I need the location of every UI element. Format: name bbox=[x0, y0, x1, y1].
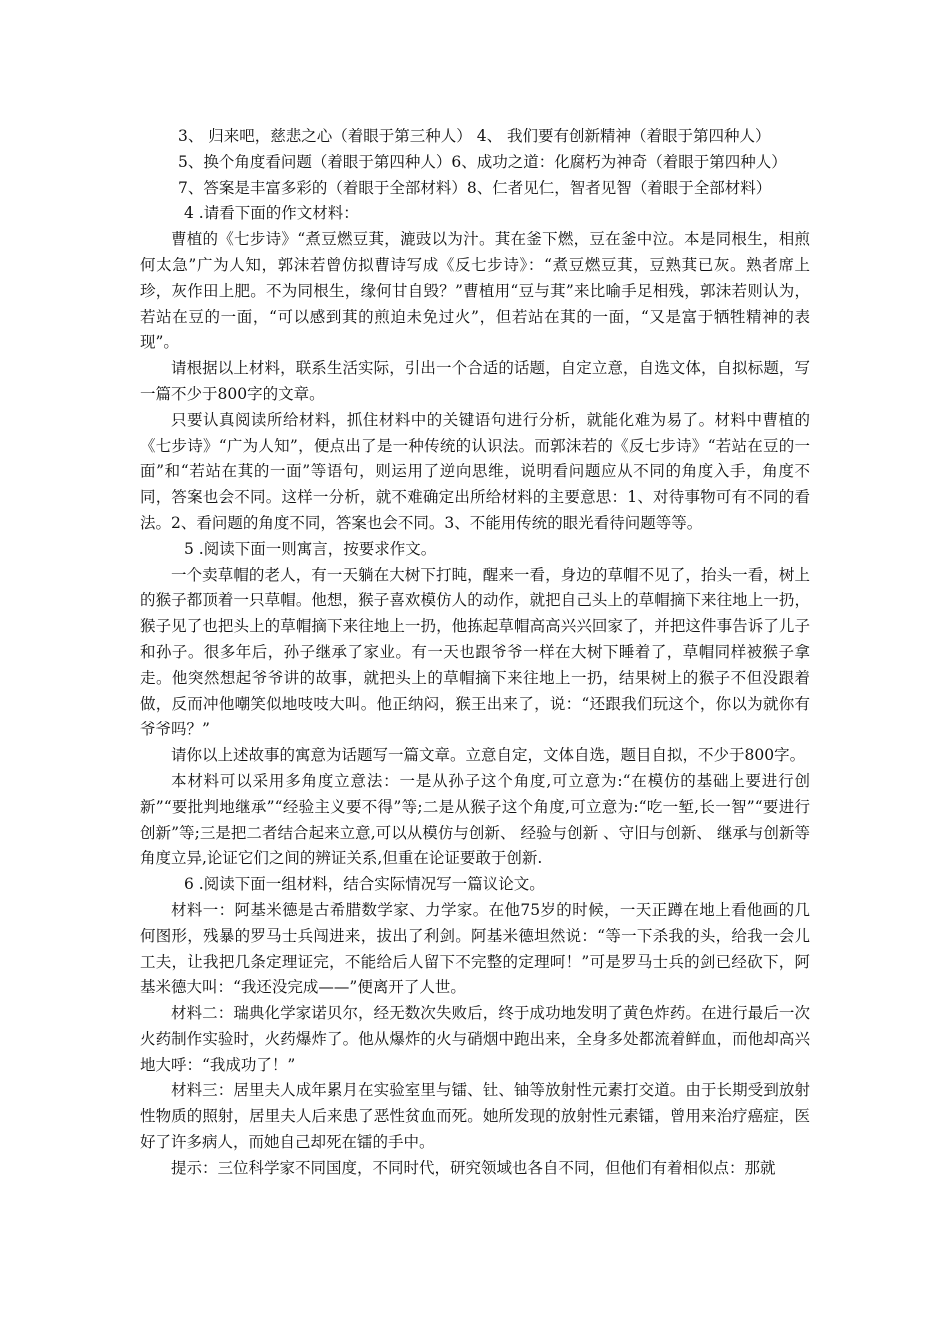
question-4-task: 请根据以上材料，联系生活实际，引出一个合适的话题，自定立意，自选文体，自拟标题，写一篇不少于800字的文章。 bbox=[140, 359, 810, 403]
question-6-material-3: 材料三：居里夫人成年累月在实验室里与镭、钍、铀等放射性元素打交道。由于长期受到放射性物质的照射，居里夫人后来患了恶性贫血而死。她所发现的放射性元素镭，曾用来治疗癌症，医好了许多病人，而她自己却死在镭的手中。 bbox=[140, 1081, 810, 1152]
question-4-heading: 4 .请看下面的作文材料： bbox=[184, 204, 359, 223]
topic-list-line-1: 3、 归来吧，慈悲之心（着眼于第三种人） 4、 我们要有创新精神（着眼于第四种人） bbox=[178, 127, 771, 145]
question-6-heading: 6 .阅读下面一组材料，结合实际情况写一篇议论文。 bbox=[184, 875, 545, 894]
question-5-analysis: 本材料可以采用多角度立意法：一是从孙子这个角度,可立意为:“在模仿的基础上要进行创新”“要批判地继承”“经验主义要不得”等;二是从猴子这个角度,可立意为:“吃一堑,长一智”“要进行创新”等;三是把二者结合起来立意,可以从模仿与创新、 经验与创新 、守旧与创新、 继承与创新等角度立异,论证它们之间的辨证关系,但重在论证要敢于创新. bbox=[140, 771, 810, 868]
question-6-material-2: 材料二：瑞典化学家诺贝尔，经无数次失败后，终于成功地发明了黄色炸药。在进行最后一次火药制作实验时，火药爆炸了。他从爆炸的火与硝烟中跑出来，全身多处都流着鲜血，而他却高兴地大呼：“我成功了！” bbox=[140, 1004, 810, 1074]
document-page bbox=[140, 124, 810, 1182]
question-6-material-1: 材料一：阿基米德是古希腊数学家、力学家。在他75岁的时候，一天正蹲在地上看他画的几何图形，残暴的罗马士兵闯进来，拔出了利剑。阿基米德坦然说：“等一下杀我的头，给我一会儿工夫，让我把几条定理证完，不能给后人留下不完整的定理呵！”可是罗马士兵的剑已经砍下，阿基米德大叫：“我还没完成——”便离开了人世。 bbox=[140, 900, 810, 997]
question-4-analysis: 只要认真阅读所给材料，抓住材料中的关键语句进行分析，就能化难为易了。材料中曹植的《七步诗》“广为人知”，便点出了是一种传统的认识法。而郭沫若的《反七步诗》“若站在豆的一面”和“若站在萁的一面”等语句，则运用了逆向思维，说明看问题应从不同的角度入手，角度不同，答案也会不同。这样一分析，就不难确定出所给材料的主要意思：1、对待事物可有不同的看法。2、看问题的角度不同，答案也会不同。3、不能用传统的眼光看待问题等等。 bbox=[140, 410, 810, 532]
question-6-hint: 提示：三位科学家不同国度，不同时代，研究领域也各自不同，但他们有着相似点：那就 bbox=[171, 1158, 776, 1177]
question-5-story: 一个卖草帽的老人，有一天躺在大树下打盹，醒来一看，身边的草帽不见了，抬头一看，树上的猴子都顶着一只草帽。他想，猴子喜欢模仿人的动作，就把自己头上的草帽摘下来往地上一扔，猴子见了也把头上的草帽摘下来往地上一扔，他拣起草帽高高兴兴回家了，并把这件事告诉了儿子和孙子。很多年后，孙子继承了家业。有一天也跟爷爷一样在大树下睡着了，草帽同样被猴子拿走。他突然想起爷爷讲的故事，就把头上的草帽摘下来往地上一扔，结果树上的猴子不但没跟着做，反而冲他嘲笑似地吱吱大叫。他正纳闷，猴王出来了，说：“还跟我们玩这个，你以为就你有爷爷吗？” bbox=[140, 565, 810, 739]
topic-list-line-3: 7、答案是丰富多彩的（着眼于全部材料）8、仁者见仁，智者见智（着眼于全部材料） bbox=[178, 178, 772, 197]
topic-list-line-2: 5、换个角度看问题（着眼于第四种人）6、成功之道：化腐朽为神奇（着眼于第四种人） bbox=[178, 152, 787, 171]
question-5-task: 请你以上述故事的寓意为话题写一篇文章。立意自定，文体自选，题目自拟，不少于800字。 bbox=[171, 746, 806, 765]
question-5-heading: 5 .阅读下面一则寓言，按要求作文。 bbox=[184, 539, 437, 558]
question-4-material: 曹植的《七步诗》“煮豆燃豆萁，漉豉以为汁。萁在釜下燃，豆在釜中泣。本是同根生，相煎何太急”广为人知，郭沫若曾仿拟曹诗写成《反七步诗》：“煮豆燃豆萁，豆熟萁已灰。熟者席上珍，灰作田上肥。不为同根生，缘何甘自毁？”曹植用“豆与萁”来比喻手足相残，郭沫若则认为，若站在豆的一面，“可以感到萁的煎迫未免过火”，但若站在萁的一面，“又是富于牺牲精神的表现”。 bbox=[140, 230, 810, 352]
